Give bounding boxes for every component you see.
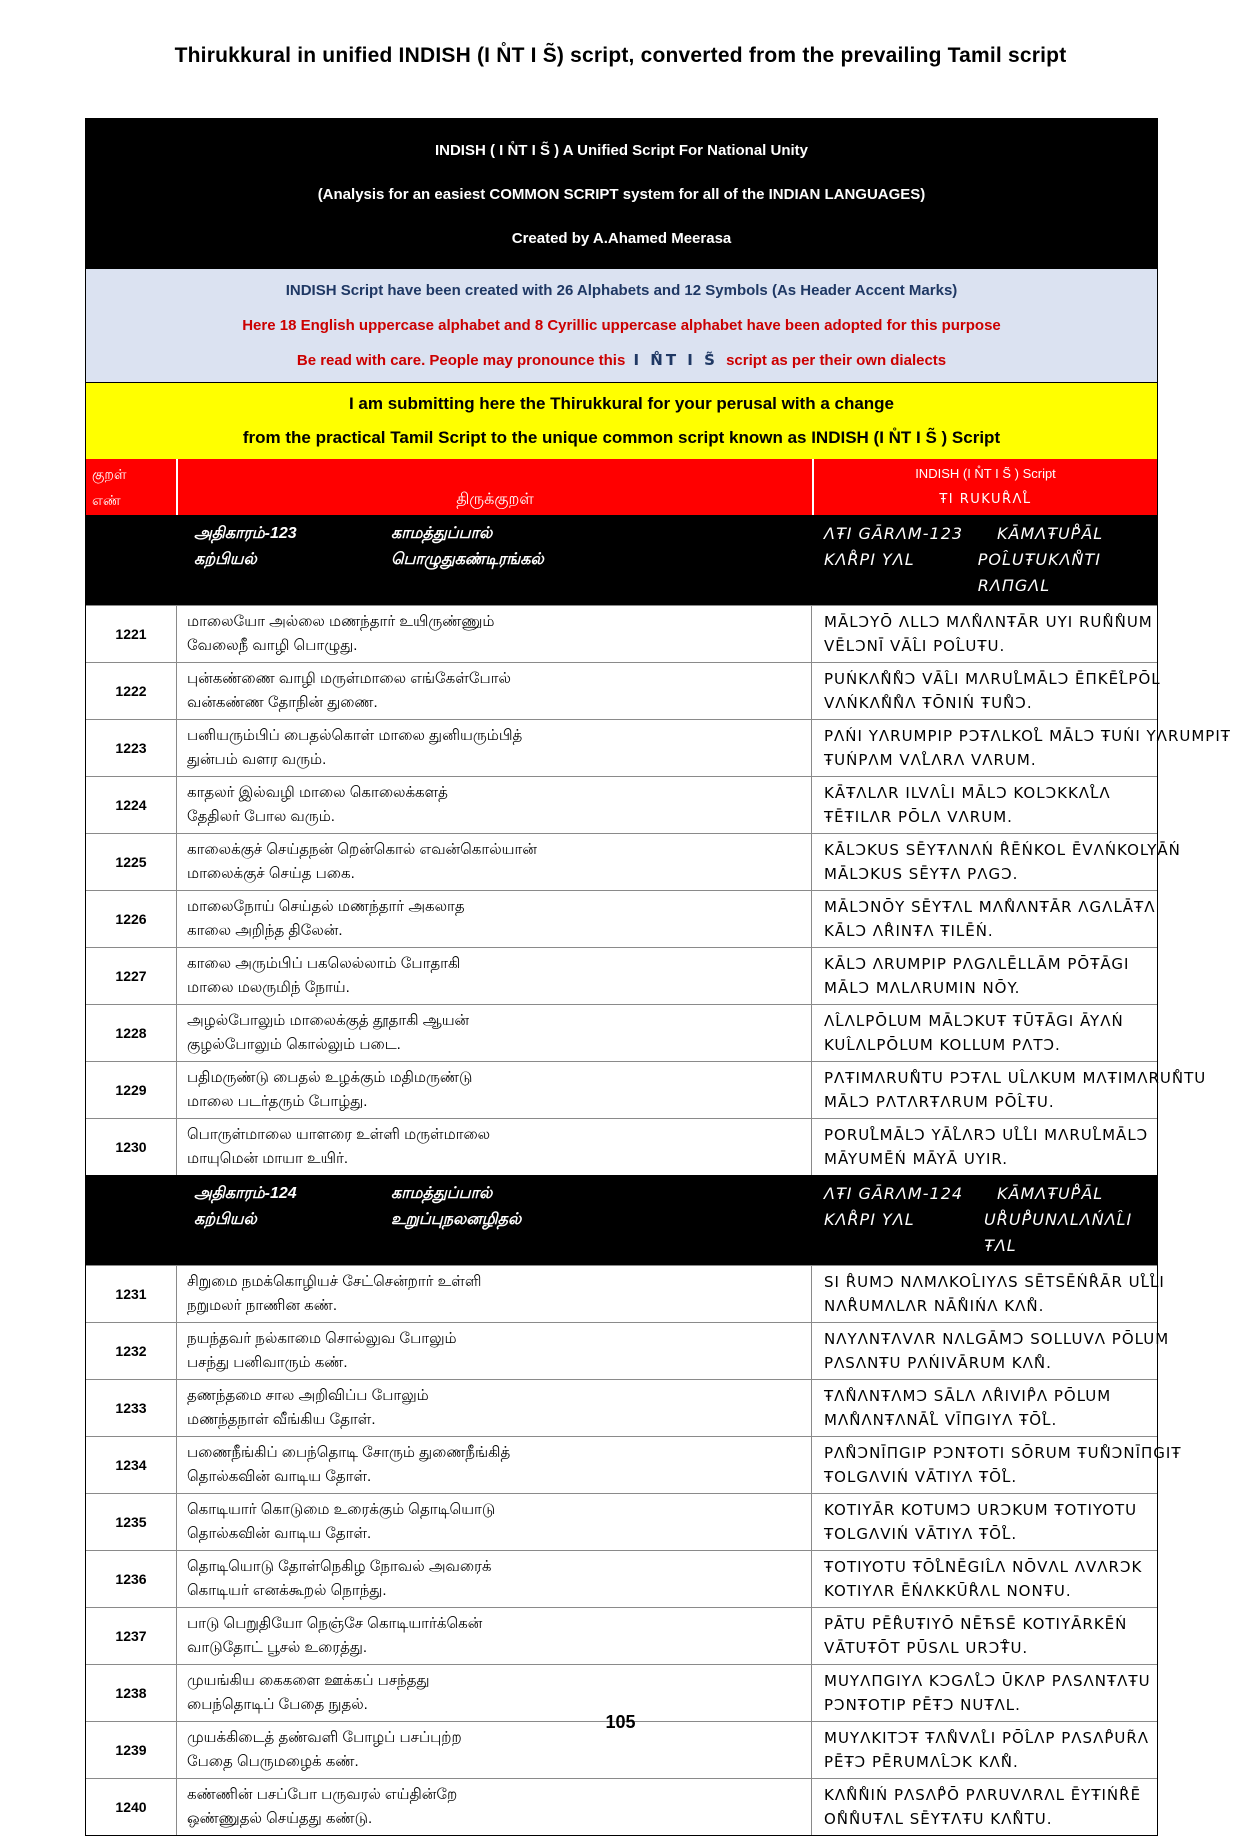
kural-tamil xyxy=(176,1005,812,1061)
kural-row xyxy=(86,947,1157,1004)
kural-indish xyxy=(812,1437,1182,1493)
kural-number: 1231 xyxy=(115,1286,147,1302)
section-indish-left: ΛŦI GĀRΛM-123 xyxy=(824,524,964,543)
section-header-indish-line-2 xyxy=(812,1207,1157,1259)
kural-indish-line-1: PΛN̊ƆNĪΠGIP PƆNŦOTI SŌRUM ŦUN̊ƆNĪΠGIŦ xyxy=(824,1444,1182,1462)
kural-tamil xyxy=(176,834,812,890)
section-header-tamil-line-1 xyxy=(176,521,812,547)
section-indish-left: KΛR̊PI YΛL xyxy=(824,550,915,569)
section-header-indish xyxy=(812,1175,1157,1265)
kural-row xyxy=(86,1550,1157,1607)
kural-indish-line-2: VĀTUŦŌT PŪSΛL URƆŦ̊U. xyxy=(824,1639,1029,1657)
kural-tamil xyxy=(176,1437,812,1493)
kural-tamil xyxy=(176,777,812,833)
section-tamil-left: அதிகாரம்-123 xyxy=(194,525,297,542)
intis-script-glyphs: I N̊T I S̃ xyxy=(633,351,718,369)
banner-line-1: INDISH ( I N̊T I S̃ ) A Unified Script For National Unity xyxy=(434,142,809,159)
kural-indish xyxy=(812,1551,1157,1607)
kural-indish-line-1: ΛL̂ΛLPŌLUM MĀLƆKUŦ ŦŪŦĀGI ĀYΛŃ xyxy=(824,1012,1124,1030)
kural-indish-line-2: PΛSΛNŦU PΛŃIVĀRUM KΛN̊. xyxy=(824,1354,1052,1372)
kural-row xyxy=(86,1322,1170,1379)
section-header-indish-line-2 xyxy=(812,547,1157,599)
kural-tamil-line-1: காதலர் இல்வழி மாலை கொலைக்களத் xyxy=(187,784,448,801)
section-header-indish xyxy=(812,515,1157,605)
section-header-indish-line-1 xyxy=(812,1181,1157,1207)
kural-tamil-line-2: பேதை பெருமழைக் கண். xyxy=(187,1753,359,1770)
kural-number: 1235 xyxy=(115,1514,147,1530)
kural-number: 1222 xyxy=(115,683,147,699)
section-indish-right: POL̂UŦUKΛN̊TI RΛΠGΛL xyxy=(977,550,1101,595)
kural-indish xyxy=(812,1608,1157,1664)
kural-tamil-line-1: தொடியொடு தோள்நெகிழ நோவல் அவரைக் xyxy=(187,1558,492,1575)
kural-indish-line-1: MUYΛKITƆŦ ŦΛN̊VΛL̊I PŌL̂ΛP PΛSΛP̊UR̃Λ xyxy=(824,1729,1150,1747)
kural-number: 1232 xyxy=(115,1343,147,1359)
kural-number: 1228 xyxy=(115,1025,147,1041)
kural-row xyxy=(86,1778,1157,1835)
kural-tamil-line-1: பணைநீங்கிப் பைந்தொடி சோரும் துணைநீங்கித் xyxy=(187,1444,511,1461)
section-header-tamil xyxy=(176,1175,812,1265)
kural-indish-line-1: MĀLƆNŌY SĒYŦΛL MΛN̊ΛNŦĀR ΛGΛLĀŦΛ xyxy=(824,898,1156,916)
section-indish-left: ΛŦI GĀRΛM-124 xyxy=(824,1184,964,1203)
kural-number: 1227 xyxy=(115,968,147,984)
kural-tamil-line-1: முயங்கிய கைகளை ஊக்கப் பசந்தது xyxy=(187,1672,430,1689)
section-header-spacer xyxy=(86,515,176,605)
kural-tamil-line-1: அழல்போலும் மாலைக்குத் தூதாகி ஆயன் xyxy=(187,1012,470,1029)
kural-tamil-line-2: தொல்கவின் வாடிய தோள். xyxy=(187,1468,372,1485)
kural-row xyxy=(86,662,1161,719)
kural-row xyxy=(86,719,1231,776)
kural-indish-line-2: MΛN̊ΛNŦΛNĀL̊ VĪΠGIYΛ ŦŌL̊. xyxy=(824,1411,1058,1429)
header-thirukkural-col xyxy=(176,459,812,515)
section-tamil-right: காமத்துப்பால் xyxy=(391,1185,493,1202)
section-indish-right: KĀMΛŦUP̊ĀL xyxy=(997,524,1104,543)
kural-row xyxy=(86,1061,1207,1118)
kural-tamil-line-1: கொடியார் கொடுமை உரைக்கும் தொடியொடு xyxy=(187,1501,496,1518)
kural-indish-line-1: PΛŦIMΛRUN̊TU PƆŦΛL UL̂ΛKUM MΛŦIMΛRUN̊TU xyxy=(824,1069,1207,1087)
kural-number: 1223 xyxy=(115,740,147,756)
table-body xyxy=(86,515,1231,1835)
kural-indish-line-2: MĀLƆKUS SĒYŦΛ PΛGƆ. xyxy=(824,865,1019,883)
section-header-tamil-line-2 xyxy=(176,1207,812,1233)
kural-tamil-line-1: சிறுமை நமக்கொழியச் சேட்சென்றார் உள்ளி xyxy=(187,1273,482,1290)
kural-tamil xyxy=(176,1608,812,1664)
header-thirukkural-indish-label: ŦI RUKUR̊ΛL̊ xyxy=(939,492,1032,507)
kural-tamil xyxy=(176,1119,812,1175)
kural-indish-line-1: PUŃKΛN̊N̊Ɔ VĀL̂I MΛRUL̊MĀLƆ ĒΠKĒL̊PŌL xyxy=(824,670,1161,688)
info-block xyxy=(86,269,1157,382)
kural-indish xyxy=(812,834,1181,890)
kural-row xyxy=(86,1379,1157,1436)
notice-line-1: I am submitting here the Thirukkural for your perusal with a change xyxy=(348,394,895,413)
kural-number: 1233 xyxy=(115,1400,147,1416)
kural-tamil xyxy=(176,1779,812,1835)
kural-indish xyxy=(812,1266,1165,1322)
kural-tamil xyxy=(176,1062,812,1118)
section-header-indish-line-1 xyxy=(812,521,1157,547)
kural-number: 1237 xyxy=(115,1628,147,1644)
kural-indish-line-1: KOTIYĀR KOTUMƆ URƆKUM ŦOTIYOTU xyxy=(824,1501,1138,1519)
kural-indish-line-2: PƆNŦOTIP PĒŦƆ NUŦΛL. xyxy=(824,1696,1021,1714)
kural-indish-line-1: MUYΛΠGIYΛ KƆGΛL̊Ɔ ŪKΛP PΛSΛNŦΛŦU xyxy=(824,1672,1151,1690)
kural-row xyxy=(86,1118,1157,1175)
banner-line-2: (Analysis for an easiest COMMON SCRIPT system for all of the INDIAN LANGUAGES) xyxy=(317,186,926,203)
kural-tamil-line-2: மாயுமென் மாயா உயிர். xyxy=(187,1150,349,1167)
kural-tamil-line-1: மாலையோ அல்லை மணந்தார் உயிருண்ணும் xyxy=(187,613,495,630)
kural-row xyxy=(86,605,1157,662)
info-line-1: INDISH Script have been created with 26 Alphabets and 12 Symbols (As Header Accent Marks) xyxy=(285,282,958,299)
kural-number: 1234 xyxy=(115,1457,147,1473)
kural-indish xyxy=(812,1779,1157,1835)
kural-number: 1225 xyxy=(115,854,147,870)
kural-tamil-line-2: வன்கண்ண தோநின் துணை. xyxy=(187,694,378,711)
table-header-row xyxy=(86,459,1157,515)
kural-indish-line-1: PĀTU PĒR̊UŦIYŌ NĒЋSĒ KOTIYĀRKĒŃ xyxy=(824,1615,1128,1633)
kural-indish xyxy=(812,891,1157,947)
kural-indish xyxy=(812,1380,1157,1436)
kural-number: 1238 xyxy=(115,1685,147,1701)
kural-indish-line-2: ŦOLGΛVIŃ VĀTIYΛ ŦŌL̊. xyxy=(824,1525,1018,1543)
kural-number: 1230 xyxy=(115,1139,147,1155)
kural-indish xyxy=(812,1494,1157,1550)
kural-tamil xyxy=(176,948,812,1004)
kural-tamil-line-1: புன்கண்ணை வாழி மருள்மாலை எங்கேள்போல் xyxy=(187,670,511,687)
kural-tamil-line-1: காலை அரும்பிப் பகலெல்லாம் போதாகி xyxy=(187,955,461,972)
kural-tamil-line-1: முயக்கிடைத் தண்வளி போழப் பசப்புற்ற xyxy=(187,1729,462,1746)
kural-indish-line-2: ŦUŃPΛM VΛL̊ΛRΛ VΛRUM. xyxy=(824,751,1037,769)
kural-tamil-line-1: தணந்தமை சால அறிவிப்ப போலும் xyxy=(187,1387,429,1404)
header-indish-col xyxy=(812,459,1157,515)
kural-indish-line-1: PORUL̊MĀLƆ YĀL̊ΛRƆ UL̊L̊I MΛRUL̊MĀLƆ xyxy=(824,1126,1149,1144)
kural-tamil-line-2: வாடுதோட் பூசல் உரைத்து. xyxy=(187,1639,368,1656)
section-indish-left: KΛR̊PI YΛL xyxy=(824,1210,915,1229)
section-header-spacer xyxy=(86,1175,176,1265)
banner-line-3: Created by A.Ahamed Meerasa xyxy=(511,230,732,247)
kural-tamil-line-2: குழல்போலும் கொல்லும் படை. xyxy=(187,1036,401,1053)
kural-row xyxy=(86,890,1157,947)
kural-number: 1226 xyxy=(115,911,147,927)
kural-tamil xyxy=(176,1323,812,1379)
section-header-row xyxy=(86,1175,1157,1265)
info-line-3-prefix: Be read with care. People may pronounce this xyxy=(296,352,626,369)
kural-tamil-line-1: மாலைநோய் செய்தல் மணந்தார் அகலாத xyxy=(187,898,465,915)
kural-tamil-line-2: நறுமலர் நாணின கண். xyxy=(187,1297,338,1314)
header-enn-label: எண் xyxy=(92,492,121,508)
kural-tamil-line-1: கண்ணின் பசப்போ பருவரல் எய்தின்றே xyxy=(187,1786,458,1803)
kural-indish-line-1: NΛYΛNŦΛVΛR NΛLGĀMƆ SOLLUVΛ PŌLUM xyxy=(824,1330,1170,1348)
submission-notice xyxy=(86,382,1157,459)
kural-number: 1239 xyxy=(115,1742,147,1758)
kural-tamil-line-1: பொருள்மாலை யாளரை உள்ளி மருள்மாலை xyxy=(187,1126,491,1143)
kural-tamil xyxy=(176,1266,812,1322)
kural-indish-line-2: KOTIYΛR ĒŃΛKKŪR̊ΛL NONŦU. xyxy=(824,1582,1072,1600)
kural-tamil-line-2: மாலை மலருமிந் நோய். xyxy=(187,979,350,996)
kural-number: 1236 xyxy=(115,1571,147,1587)
kural-indish-line-2: ŦĒŦILΛR PŌLΛ VΛRUM. xyxy=(824,808,1013,826)
notice-line-2: from the practical Tamil Script to the unique common script known as INDISH (I N̊T I S̃ ) Script xyxy=(242,428,1001,447)
kural-indish-line-1: PΛŃI YΛRUMPIP PƆŦΛLKOL̊ MĀLƆ ŦUŃI YΛRUMPIŦ xyxy=(824,727,1231,745)
kural-tamil xyxy=(176,1551,812,1607)
kural-tamil-line-2: காலை அறிந்த திலேன். xyxy=(187,922,343,939)
kural-indish-line-1: MĀLƆYŌ ΛLLƆ MΛN̊ΛNŦĀR UYI RUN̊N̊UM xyxy=(824,613,1153,631)
kural-row xyxy=(86,1493,1157,1550)
header-thirukkural-label: திருக்குறள் xyxy=(456,491,534,508)
section-indish-right: KĀMΛŦUP̊ĀL xyxy=(997,1184,1104,1203)
section-header-tamil xyxy=(176,515,812,605)
kural-indish-line-2: ŦOLGΛVIŃ VĀTIYΛ ŦŌL̊. xyxy=(824,1468,1018,1486)
info-line-2: Here 18 English uppercase alphabet and 8 Cyrillic uppercase alphabet have been adopted for this purpose xyxy=(242,317,1001,334)
kural-tamil-line-2: ஒண்ணுதல் செய்தது கண்டு. xyxy=(187,1810,373,1827)
kural-tamil-line-1: பதிமருண்டு பைதல் உழக்கும் மதிமருண்டு xyxy=(187,1069,473,1086)
section-indish-right: UR̊UP̊UNΛLΛŃΛL̂I ŦΛL xyxy=(984,1210,1133,1255)
kural-row xyxy=(86,1004,1157,1061)
kural-tamil xyxy=(176,1380,812,1436)
kural-tamil-line-1: பாடு பெறுதியோ நெஞ்சே கொடியார்க்கென் xyxy=(187,1615,483,1632)
kural-indish-line-2: VĒLƆNĪ VĀL̂I POL̂UŦU. xyxy=(824,637,1006,655)
info-line-3-suffix: script as per their own dialects xyxy=(726,352,947,369)
kural-row xyxy=(86,1436,1182,1493)
section-tamil-right: காமத்துப்பால் xyxy=(391,525,493,542)
kural-indish-line-1: ŦΛN̊ΛNŦΛMƆ SĀLΛ ΛR̊IVIP̊Λ PŌLUM xyxy=(824,1387,1112,1405)
kural-indish-line-2: MĀLƆ MΛLΛRUMIN NŌY. xyxy=(824,979,1021,997)
kural-tamil xyxy=(176,606,812,662)
kural-tamil-line-2: கொடியர் எனக்கூறல் நொந்து. xyxy=(187,1582,387,1599)
kural-tamil xyxy=(176,891,812,947)
kural-indish-line-1: KΛN̊N̊IŃ PΛSΛP̊Ō PΛRUVΛRΛL ĒYŦIŃR̊Ē xyxy=(824,1786,1142,1804)
header-kural-label: குறள் xyxy=(92,466,127,482)
section-tamil-right: பொழுதுகண்டிரங்கல் xyxy=(391,551,544,568)
kural-indish-line-1: KĀLƆKUS SĒYŦΛNΛŃ R̊ĒŃKOL ĒVΛŃKOLYĀŃ xyxy=(824,841,1181,859)
section-tamil-left: அதிகாரம்-124 xyxy=(194,1185,297,1202)
kural-indish-line-2: PĒŦƆ PĒRUMΛL̂ƆK KΛN̊. xyxy=(824,1753,1019,1771)
kural-indish xyxy=(812,1119,1157,1175)
kural-tamil-line-1: காலைக்குச் செய்தநன் றென்கொல் எவன்கொல்யான் xyxy=(187,841,537,858)
kural-tamil-line-2: மாலை படர்தரும் போழ்து. xyxy=(187,1093,368,1110)
kural-tamil-line-2: துன்பம் வளர வரும். xyxy=(187,751,327,768)
section-header-tamil-line-1 xyxy=(176,1181,812,1207)
kural-indish xyxy=(812,1323,1170,1379)
kural-row xyxy=(86,1265,1165,1322)
kural-tamil-line-2: பசந்து பனிவாரும் கண். xyxy=(187,1354,348,1371)
kural-row xyxy=(86,833,1181,890)
header-kural-number-col xyxy=(86,459,176,515)
section-tamil-right: உறுப்புநலனழிதல் xyxy=(391,1211,522,1228)
kural-indish-line-2: VΛŃKΛN̊N̊Λ ŦŌNIŃ ŦUN̊Ɔ. xyxy=(824,694,1033,712)
kural-indish xyxy=(812,1062,1207,1118)
section-tamil-left: கற்பியல் xyxy=(194,551,257,568)
page-title: Thirukkural in unified INDISH (I N̊T I S̃) script, converted from the prevailing Tamil script xyxy=(174,44,1067,67)
section-header-tamil-line-2 xyxy=(176,547,812,573)
kural-indish-line-1: SI R̊UMƆ NΛMΛKOL̂IYΛS SĒTSĒŃR̊ĀR UL̊L̊I xyxy=(824,1273,1165,1291)
header-indish-script-label: INDISH (I N̊T I S̃ ) Script xyxy=(915,466,1056,481)
page-number: 105 xyxy=(605,1712,636,1732)
kural-indish-line-2: MĀLƆ PΛTΛRŦΛRUM PŌL̂ŦU. xyxy=(824,1093,1055,1111)
kural-tamil-line-1: பனியரும்பிப் பைதல்கொள் மாலை துனியரும்பித் xyxy=(187,727,523,744)
kural-tamil-line-2: பைந்தொடிப் பேதை நுதல். xyxy=(187,1696,368,1713)
kural-row xyxy=(86,1607,1157,1664)
kural-tamil-line-2: மாலைக்குச் செய்த பகை. xyxy=(187,865,355,882)
kural-indish xyxy=(812,663,1161,719)
kural-tamil xyxy=(176,663,812,719)
kural-indish xyxy=(812,948,1157,1004)
kural-tamil-line-2: வேலைநீ வாழி பொழுது. xyxy=(187,637,358,654)
kural-indish-line-2: NΛR̊UMΛLΛR NĀN̊IŃΛ KΛN̊. xyxy=(824,1297,1045,1315)
kural-indish xyxy=(812,777,1157,833)
kural-tamil xyxy=(176,720,812,776)
section-header-row xyxy=(86,515,1157,605)
kural-number: 1224 xyxy=(115,797,147,813)
main-table xyxy=(85,118,1231,1836)
kural-indish-line-2: KUL̂ΛLPŌLUM KOLLUM PΛTƆ. xyxy=(824,1036,1061,1054)
kural-tamil-line-2: மணந்தநாள் வீங்கிய தோள். xyxy=(187,1411,376,1428)
kural-indish-line-2: MĀYUMĒŃ MĀYĀ UYIR. xyxy=(824,1150,1009,1168)
kural-row xyxy=(86,776,1157,833)
kural-tamil-line-2: தொல்கவின் வாடிய தோள். xyxy=(187,1525,372,1542)
section-tamil-left: கற்பியல் xyxy=(194,1211,257,1228)
kural-number: 1240 xyxy=(115,1799,147,1815)
kural-indish-line-2: KĀLƆ ΛR̊INŦΛ ŦILĒŃ. xyxy=(824,922,994,940)
kural-indish-line-2: ON̊N̊UŦΛL SĒYŦΛŦU KΛN̊TU. xyxy=(824,1810,1053,1828)
kural-indish-line-1: KĀŦΛLΛR ILVΛL̂I MĀLƆ KOLƆKKΛL̊Λ xyxy=(824,784,1111,802)
kural-number: 1229 xyxy=(115,1082,147,1098)
kural-number: 1221 xyxy=(115,626,147,642)
kural-indish-line-1: ŦOTIYOTU ŦŌL̊NĒGIL̂Λ NŌVΛL ΛVΛRƆK xyxy=(824,1558,1143,1576)
indish-banner xyxy=(86,119,1157,269)
kural-tamil-line-2: தேதிலர் போல வரும். xyxy=(187,808,335,825)
kural-indish xyxy=(812,1005,1157,1061)
kural-indish xyxy=(812,606,1157,662)
kural-indish-line-1: KĀLƆ ΛRUMPIP PΛGΛLĒLLĀM PŌŦĀGI xyxy=(824,955,1130,973)
kural-tamil xyxy=(176,1494,812,1550)
kural-indish xyxy=(812,720,1231,776)
info-line-3 xyxy=(86,343,1157,378)
kural-tamil-line-1: நயந்தவர் நல்காமை சொல்லுவ போலும் xyxy=(187,1330,457,1347)
